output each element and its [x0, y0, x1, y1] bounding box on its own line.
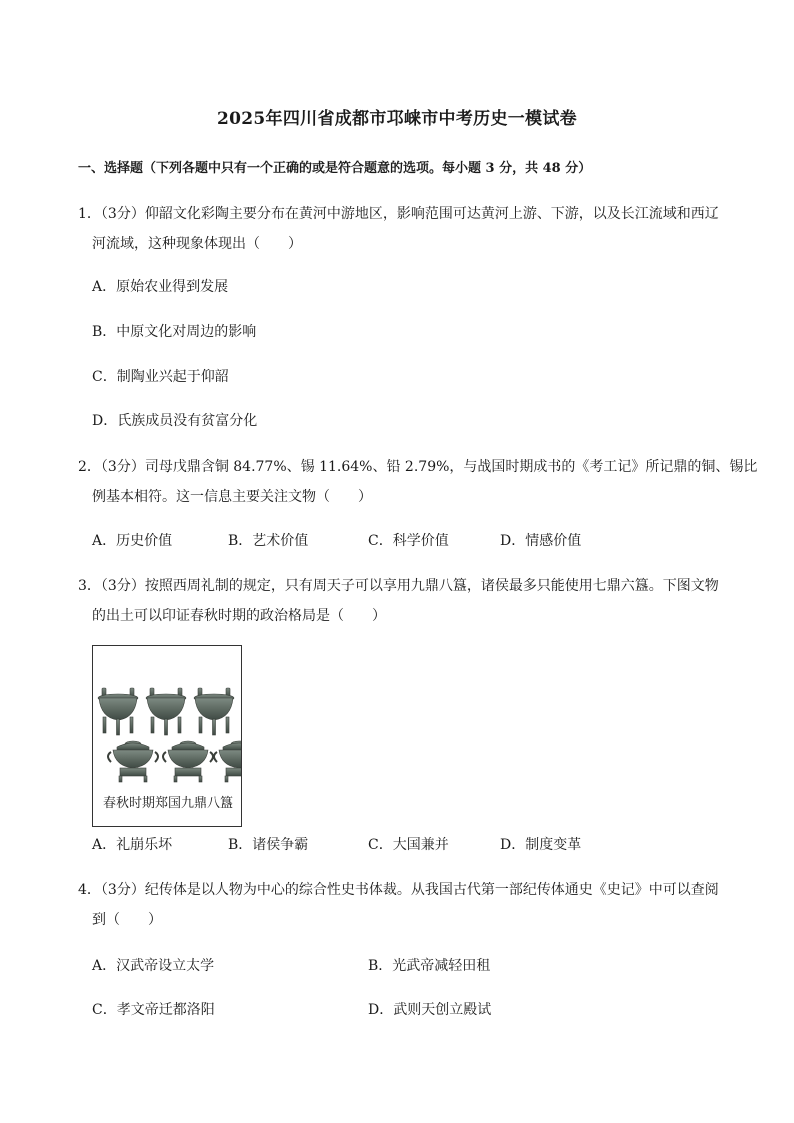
question-2-option-c[interactable]: C．科学价值: [368, 533, 449, 549]
ding-cauldron-2: [146, 688, 186, 735]
question-4-option-c[interactable]: C．孝文帝迁都洛阳: [92, 1002, 215, 1018]
question-3-line-2: 的出土可以印证春秋时期的政治格局是（ ）: [92, 608, 386, 624]
question-1-option-a[interactable]: A．原始农业得到发展: [92, 279, 229, 295]
question-4-option-b[interactable]: B．光武帝减轻田租: [368, 958, 491, 974]
gui-vessel-2: [163, 741, 213, 782]
question-1-line-1: 1．（3分）仰韶文化彩陶主要分布在黄河中游地区，影响范围可达黄河上游、下游，以及长江流域和西辽: [78, 206, 719, 222]
question-3-option-b[interactable]: B．诸侯争霸: [228, 837, 309, 853]
exam-title: 2025年四川省成都市邛崃市中考历史一模试卷: [217, 109, 577, 129]
bronze-vessels-image: [93, 684, 242, 784]
question-4-line-2: 到（ ）: [92, 912, 162, 928]
ding-cauldron-1: [98, 688, 138, 735]
question-2-option-d[interactable]: D．情感价值: [500, 533, 582, 549]
figure-caption: 春秋时期郑国九鼎八簋: [102, 796, 233, 811]
question-3-line-1: 3．（3分）按照西周礼制的规定，只有周天子可以享用九鼎八簋，诸侯最多只能使用七鼎六簋。下图文物: [78, 578, 719, 594]
section-heading: 一、选择题（下列各题中只有一个正确的或是符合题意的选项。每小题 3 分，共 48 分）: [78, 161, 592, 176]
question-3-option-a[interactable]: A．礼崩乐坏: [92, 837, 173, 853]
gui-vessel-1: [108, 741, 158, 782]
gui-vessel-3: [214, 741, 242, 782]
question-1-option-c[interactable]: C．制陶业兴起于仰韶: [92, 369, 229, 385]
question-2-option-a[interactable]: A．历史价值: [92, 533, 173, 549]
question-2-line-2: 例基本相符。这一信息主要关注文物（ ）: [92, 489, 372, 505]
question-2-option-b[interactable]: B．艺术价值: [228, 533, 309, 549]
question-3-option-d[interactable]: D．制度变革: [500, 837, 582, 853]
question-3-option-c[interactable]: C．大国兼并: [368, 837, 449, 853]
ding-cauldron-3: [194, 688, 234, 735]
question-4-line-1: 4．（3分）纪传体是以人物为中心的综合性史书体裁。从我国古代第一部纪传体通史《史记》中可以查阅: [78, 882, 719, 898]
question-1-line-2: 河流域，这种现象体现出（ ）: [92, 236, 302, 252]
question-2-line-1: 2．（3分）司母戊鼎含铜 84.77%、锡 11.64%、铅 2.79%，与战国时期成书的《考工记》所记鼎的铜、锡比: [78, 459, 758, 475]
question-1-option-b[interactable]: B．中原文化对周边的影响: [92, 324, 257, 340]
bronze-vessels-figure: [92, 645, 242, 827]
question-4-option-a[interactable]: A．汉武帝设立太学: [92, 958, 215, 974]
question-4-option-d[interactable]: D．武则天创立殿试: [368, 1002, 492, 1018]
question-1-option-d[interactable]: D．氏族成员没有贫富分化: [92, 413, 258, 429]
